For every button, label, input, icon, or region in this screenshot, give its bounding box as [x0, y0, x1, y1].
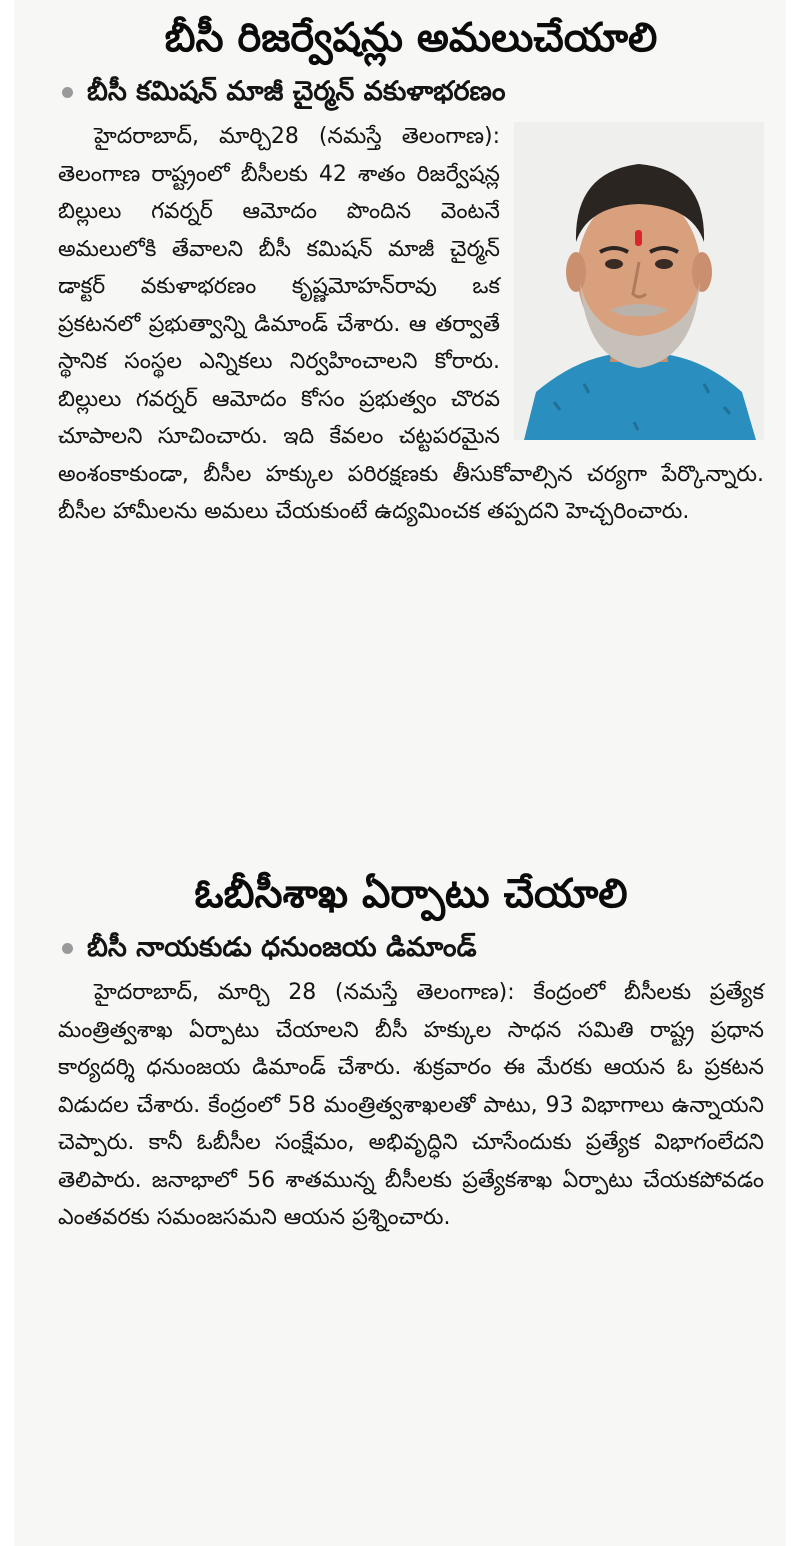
- subheadline-text: బీసీ కమిషన్ మాజీ చైర్మన్ వకుళాభరణం: [87, 76, 506, 107]
- article-subheadline: [58, 928, 764, 968]
- article-subheadline: [58, 72, 764, 112]
- article-body-text: హైదరాబాద్, మార్చి28 (నమస్తే తెలంగాణ): తెలంగాణ రాష్ట్రంలో బీసీలకు 42 శాతం రిజర్వేషన్ల బిల్లులు గవర్నర్ ఆమోదం పొందిన వెంటనే అమలులోకి తేవాలని బీసీ కమిషన్ మాజీ చైర్మన్ డాక్టర్ వకుళాభరణం కృష్ణమోహన్‌రావు ఒక ప్రకటనలో ప్రభుత్వాన్ని డిమాండ్ చేశారు. ఆ తర్వాతే స్థానిక సంస్థల ఎన్నికలు నిర్వహించాలని కోరారు. బిల్లులు గవర్నర్ ఆమోదం కోసం ప్రభుత్వం చొరవ చూపాలని సూచించారు. ఇది కేవలం చట్టపరమైన అంశంకాకుండా, బీసీల హక్కుల పరిరక్షణకు తీసుకోవాల్సిన చర్యగా పేర్కొన్నారు. బీసీల హామీలను అమలు చేయకుంటే ఉద్యమించక తప్పదని హెచ్చరించారు.: [58, 124, 764, 524]
- bullet-dot-icon: [62, 87, 73, 98]
- newspaper-clipping: [14, 0, 786, 1546]
- portrait-illustration: [514, 122, 764, 440]
- article-body: [58, 974, 764, 1237]
- article-headline: బీసీ రిజర్వేషన్లు అమలుచేయాలి: [164, 15, 658, 61]
- portrait-photo: [514, 122, 764, 440]
- subheadline-text: బీసీ నాయకుడు ధనుంజయ డిమాండ్: [87, 932, 477, 963]
- article-obc-ministry: [58, 862, 764, 1237]
- article-body-text: హైదరాబాద్, మార్చి 28 (నమస్తే తెలంగాణ): కేంద్రంలో బీసీలకు ప్రత్యేక మంత్రిత్వశాఖ ఏర్పాటు చేయాలని బీసీ హక్కుల సాధన సమితి రాష్ట్ర ప్రధాన కార్యదర్శి ధనుంజయ డిమాండ్ చేశారు. శుక్రవారం ఈ మేరకు ఆయన ఓ ప్రకటన విడుదల చేశారు. కేంద్రంలో 58 మంత్రిత్వశాఖలతో పాటు, 93 విభాగాలు ఉన్నాయని చెప్పారు. కానీ ఓబీసీల సంక్షేమం, అభివృద్ధిని చూసేందుకు ప్రత్యేక విభాగంలేదని తెలిపారు. జనాభాలో 56 శాతమున్న బీసీలకు ప్రత్యేకశాఖ ఏర్పాటు చేయకపోవడం ఎంతవరకు సమంజసమని ఆయన ప్రశ్నించారు.: [58, 980, 764, 1230]
- bullet-dot-icon: [62, 943, 73, 954]
- article-body: [58, 118, 764, 531]
- article-bc-reservations: [58, 6, 764, 531]
- article-headline: ఓబీసీశాఖ ఏర్పాటు చేయాలి: [194, 871, 628, 917]
